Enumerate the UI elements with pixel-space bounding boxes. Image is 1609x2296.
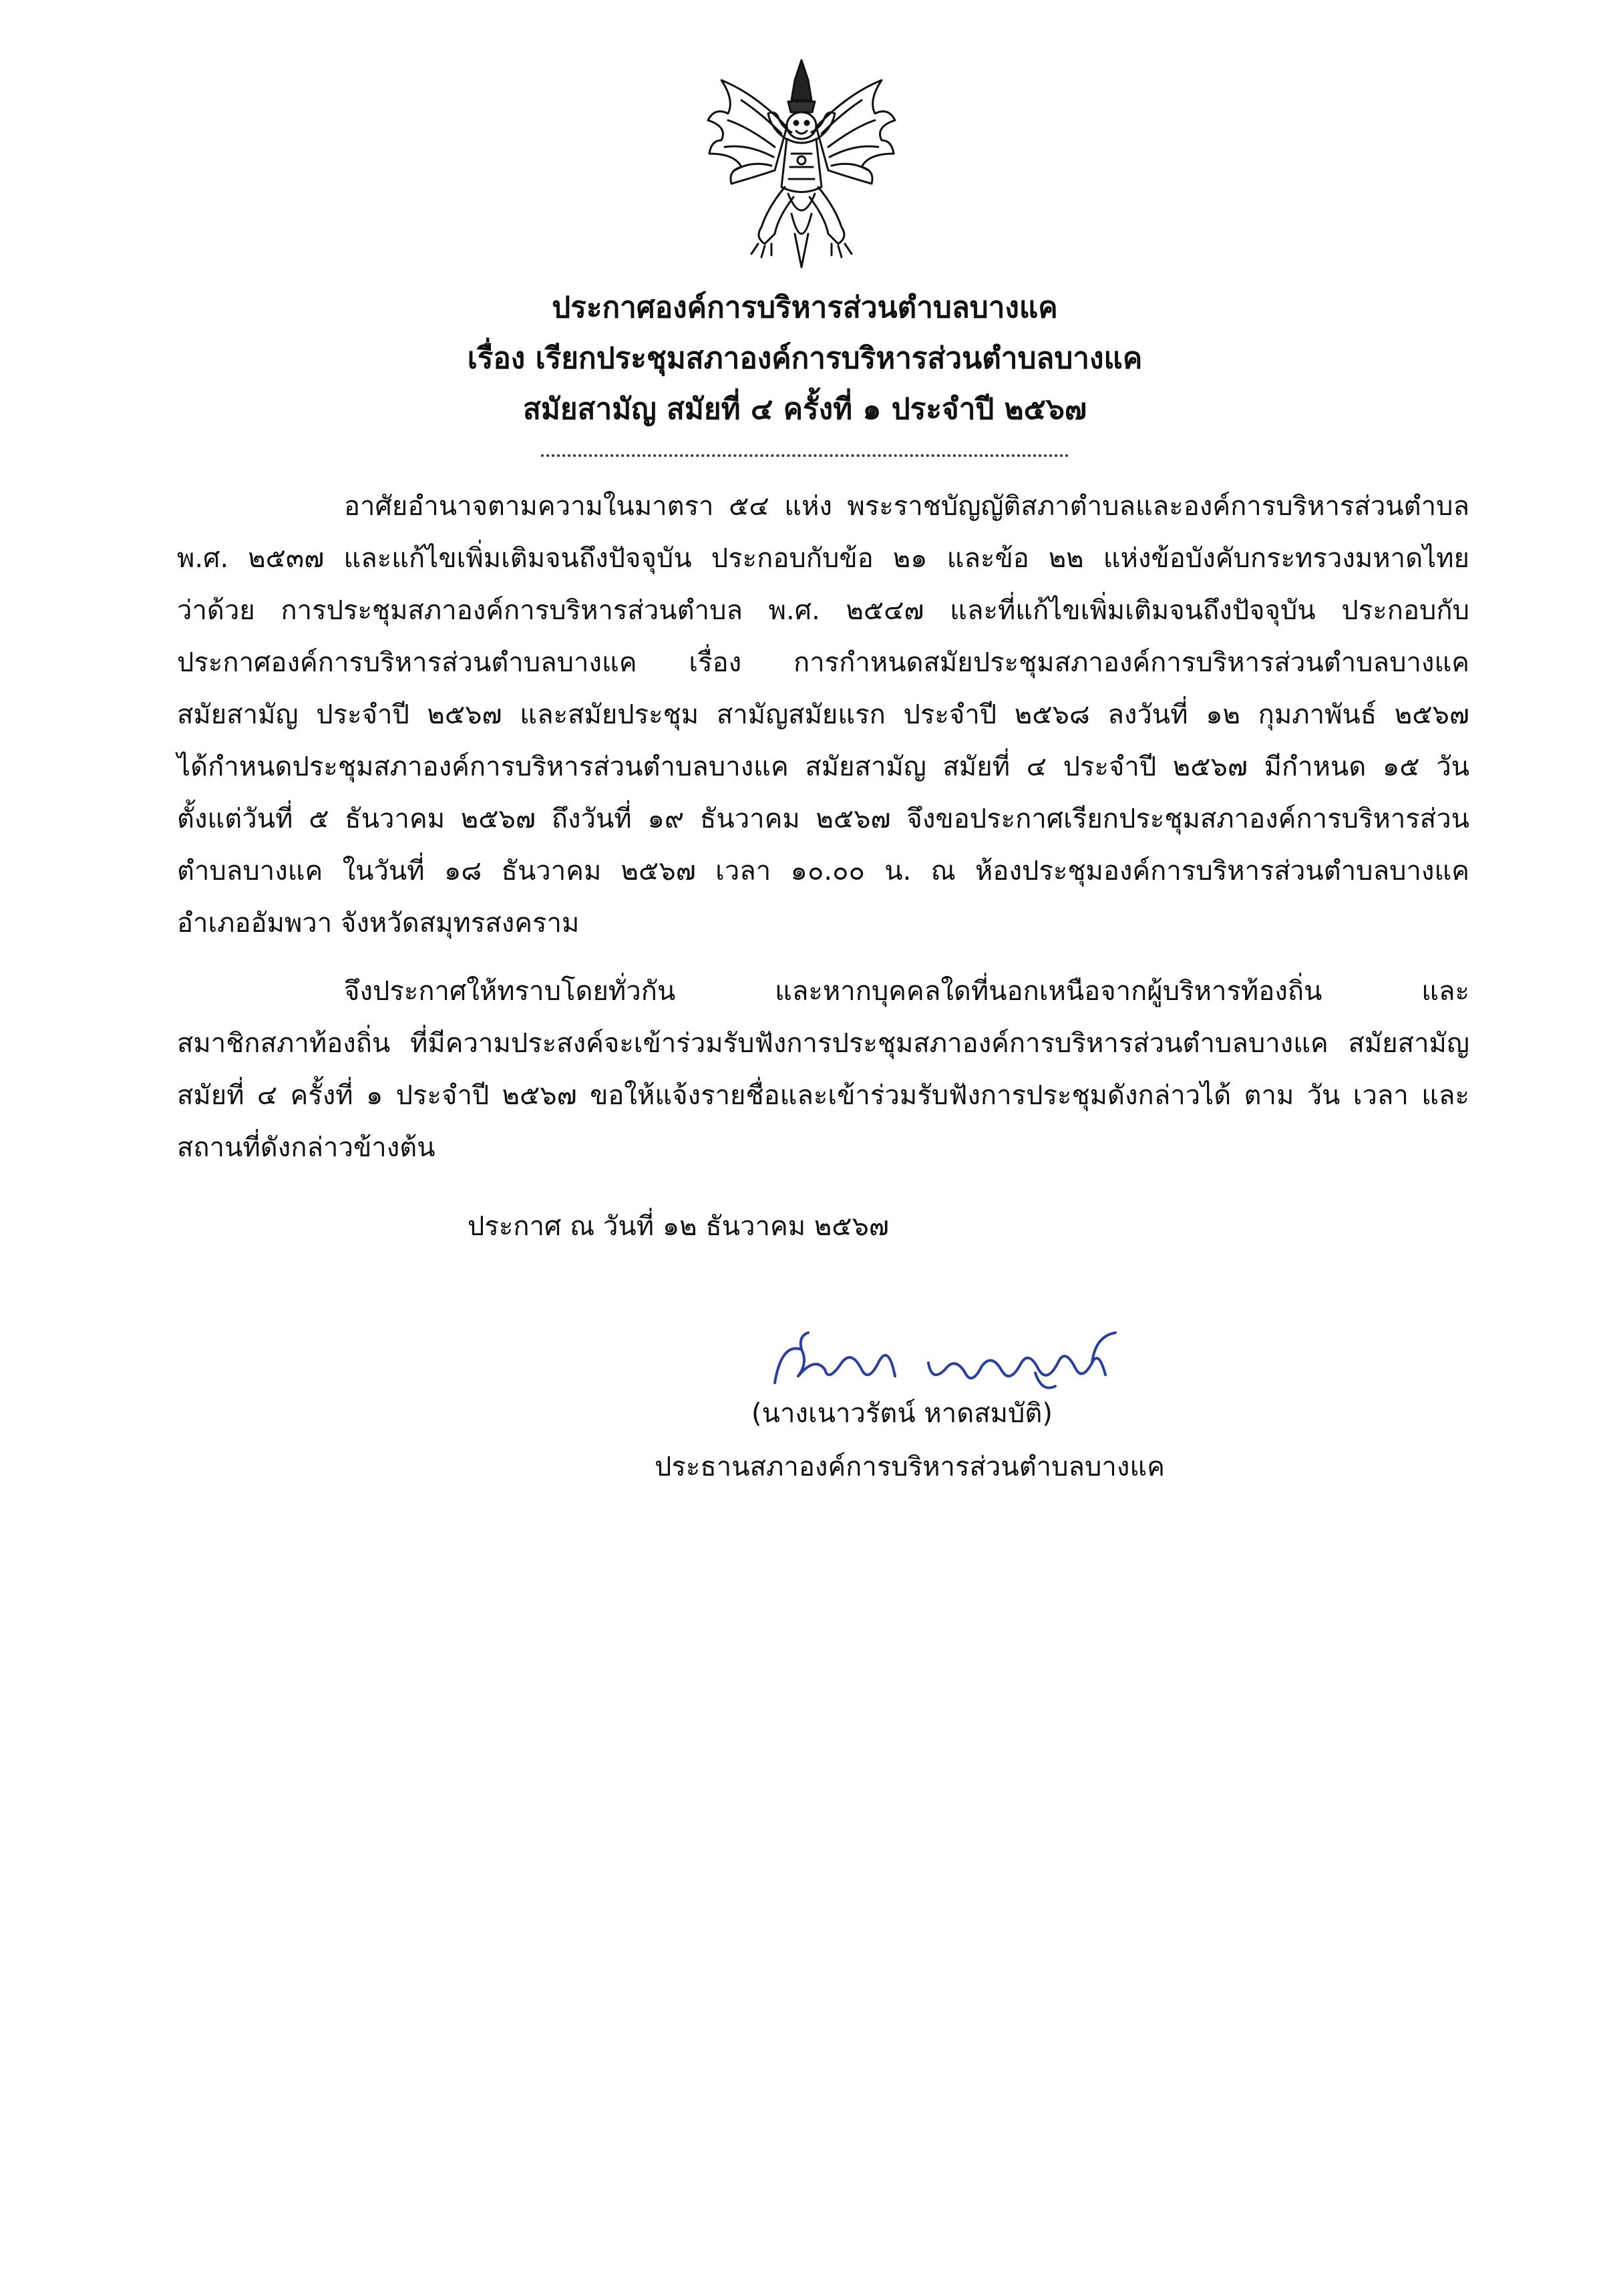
- para2-line: สมาชิกสภาท้องถิ่น ที่มีความประสงค์จะเข้าร่วมรับฟังการประชุมสภาองค์การบริหารส่วนตำบลบางแค สมัยสามัญ: [177, 1028, 1469, 1059]
- announcement-session: สมัยสามัญ สมัยที่ ๔ ครั้งที่ ๑ ประจำปี ๒๕๖๗: [523, 392, 1087, 426]
- announcement-date: ประกาศ ณ วันที่ ๑๒ ธันวาคม ๒๕๖๗: [468, 1211, 889, 1242]
- para1-line: ตั้งแต่วันที่ ๕ ธันวาคม ๒๕๖๗ ถึงวันที่ ๑๙ ธันวาคม ๒๕๖๗ จึงขอประกาศเรียกประชุมสภาองค์การบริหารส่วน: [177, 804, 1469, 834]
- para1-line: ตำบลบางแค ในวันที่ ๑๘ ธันวาคม ๒๕๖๗ เวลา ๑๐.๐๐ น. ณ ห้องประชุมองค์การบริหารส่วนตำบลบางแค: [177, 856, 1469, 886]
- para2-line: สถานที่ดังกล่าวข้างต้น: [177, 1132, 435, 1163]
- signer-name: (นางเนาวรัตน์ หาดสมบัติ): [751, 1398, 1053, 1429]
- para1-line: สมัยสามัญ ประจำปี ๒๕๖๗ และสมัยประชุม สามัญสมัยแรก ประจำปี ๒๕๖๘ ลงวันที่ ๑๒ กุมภาพันธ์ ๒๕๖๗: [177, 699, 1469, 730]
- signer-position: ประธานสภาองค์การบริหารส่วนตำบลบางแค: [655, 1452, 1165, 1482]
- para1-line: อาศัยอำนาจตามความในมาตรา ๕๔ แห่ง พระราชบัญญัติสภาตำบลและองค์การบริหารส่วนตำบล: [344, 491, 1469, 522]
- para2-line: จึงประกาศให้ทราบโดยทั่วกัน และหากบุคคลใดที่นอกเหนือจากผู้บริหารท้องถิ่น และ: [344, 976, 1469, 1007]
- para1-line: ประกาศองค์การบริหารส่วนตำบลบางแค เรื่อง การกำหนดสมัยประชุมสภาองค์การบริหารส่วนตำบลบางแค: [177, 647, 1469, 678]
- para1-line: ได้กำหนดประชุมสภาองค์การบริหารส่วนตำบลบางแค สมัยสามัญ สมัยที่ ๔ ประจำปี ๒๕๖๗ มีกำหนด ๑๕ วัน: [177, 752, 1469, 782]
- announcement-subject: เรื่อง เรียกประชุมสภาองค์การบริหารส่วนตำบลบางแค: [467, 341, 1143, 375]
- para1-line: ว่าด้วย การประชุมสภาองค์การบริหารส่วนตำบล พ.ศ. ๒๕๔๗ และที่แก้ไขเพิ่มเติมจนถึงปัจจุบัน ประกอบกับ: [177, 595, 1469, 626]
- handwritten-signature-icon: [761, 1323, 1135, 1403]
- para1-line: พ.ศ. ๒๕๓๗ และแก้ไขเพิ่มเติมจนถึงปัจจุบัน ประกอบกับข้อ ๒๑ และข้อ ๒๒ แห่งข้อบังคับกระทรวงมหาดไทย: [177, 543, 1469, 574]
- announcement-title: ประกาศองค์การบริหารส่วนตำบลบางแค: [552, 291, 1058, 325]
- title-divider: [541, 454, 1069, 457]
- para2-line: สมัยที่ ๔ ครั้งที่ ๑ ประจำปี ๒๕๖๗ ขอให้แจ้งรายชื่อและเข้าร่วมรับฟังการประชุมดังกล่าวได้ ตาม วัน เวลา และ: [177, 1080, 1469, 1111]
- para1-line: อำเภออัมพวา จังหวัดสมุทรสงคราม: [177, 908, 580, 939]
- garuda-emblem-icon: [695, 53, 908, 281]
